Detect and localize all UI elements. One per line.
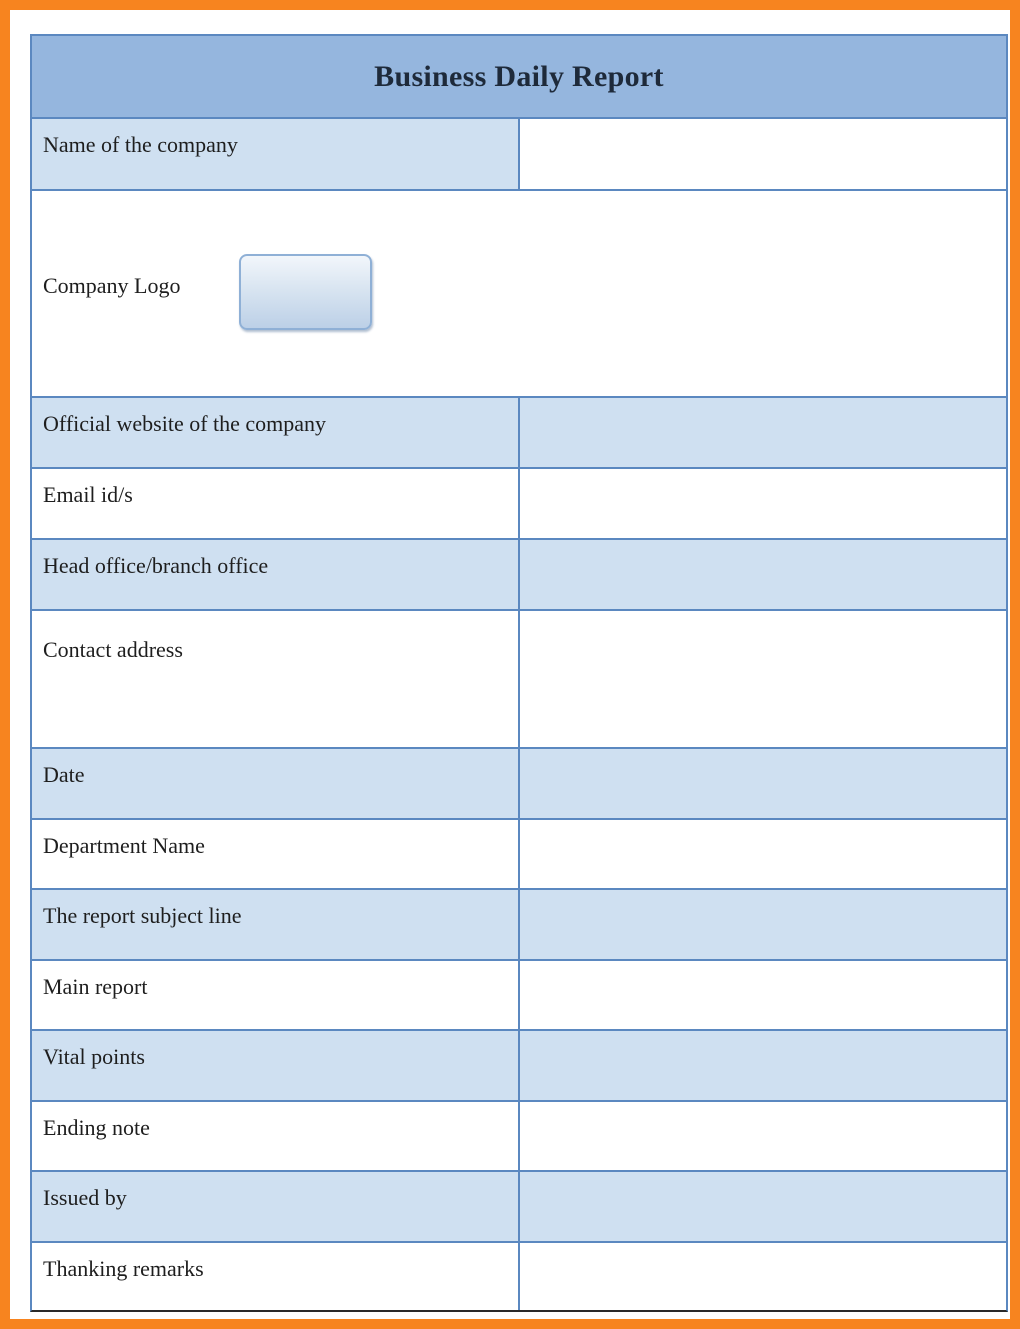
- company-logo-label: Company Logo: [43, 273, 181, 298]
- issued-by-label: Issued by: [43, 1185, 127, 1210]
- main-report-field[interactable]: [520, 961, 1006, 1029]
- official-website-field[interactable]: [520, 398, 1006, 467]
- label-cell: [32, 119, 520, 189]
- contact-address-field[interactable]: [520, 611, 1006, 747]
- ending-note-field[interactable]: [520, 1102, 1006, 1170]
- label-cell: [32, 820, 520, 888]
- vital-points-label: Vital points: [43, 1044, 145, 1069]
- email-field[interactable]: [520, 469, 1006, 538]
- row-thanking-remarks: [32, 1243, 1006, 1310]
- report-title: Business Daily Report: [374, 59, 664, 93]
- head-office-label: Head office/branch office: [43, 553, 269, 578]
- main-report-label: Main report: [43, 974, 148, 999]
- label-cell: [32, 961, 520, 1029]
- label-cell: [32, 1172, 520, 1241]
- label-cell: [32, 1031, 520, 1100]
- company-name-label: Name of the company: [43, 132, 238, 157]
- official-website-label: Official website of the company: [43, 411, 327, 436]
- department-name-label: Department Name: [43, 833, 205, 858]
- row-main-report: [32, 961, 1006, 1031]
- thanking-remarks-label: Thanking remarks: [43, 1256, 204, 1281]
- row-contact-address: [32, 611, 1006, 749]
- row-official-website: [32, 398, 1006, 469]
- label-cell: [32, 749, 520, 818]
- row-head-office: [32, 540, 1006, 611]
- row-company-name: [32, 119, 1006, 191]
- label-cell: [32, 540, 520, 609]
- report-title-bar: [32, 36, 1006, 119]
- logo-placeholder[interactable]: [239, 254, 372, 330]
- label-cell: [32, 1102, 520, 1170]
- issued-by-field[interactable]: [520, 1172, 1006, 1241]
- date-field[interactable]: [520, 749, 1006, 818]
- department-name-field[interactable]: [520, 820, 1006, 888]
- row-company-logo: [32, 191, 1006, 398]
- subject-line-label: The report subject line: [43, 903, 242, 928]
- label-cell: [32, 1243, 520, 1310]
- ending-note-label: Ending note: [43, 1115, 150, 1140]
- row-issued-by: [32, 1172, 1006, 1243]
- row-ending-note: [32, 1102, 1006, 1172]
- head-office-field[interactable]: [520, 540, 1006, 609]
- company-name-field[interactable]: [520, 119, 1006, 189]
- label-cell: [32, 890, 520, 959]
- row-department-name: [32, 820, 1006, 890]
- date-label: Date: [43, 762, 85, 787]
- label-cell: [32, 611, 520, 747]
- row-vital-points: [32, 1031, 1006, 1102]
- vital-points-field[interactable]: [520, 1031, 1006, 1100]
- thanking-remarks-field[interactable]: [520, 1243, 1006, 1310]
- label-cell: [32, 469, 520, 538]
- report-form: [30, 34, 1008, 1312]
- row-email: [32, 469, 1006, 540]
- row-subject-line: [32, 890, 1006, 961]
- subject-line-field[interactable]: [520, 890, 1006, 959]
- label-cell: [32, 398, 520, 467]
- row-date: [32, 749, 1006, 820]
- email-label: Email id/s: [43, 482, 133, 507]
- contact-address-label: Contact address: [43, 637, 183, 662]
